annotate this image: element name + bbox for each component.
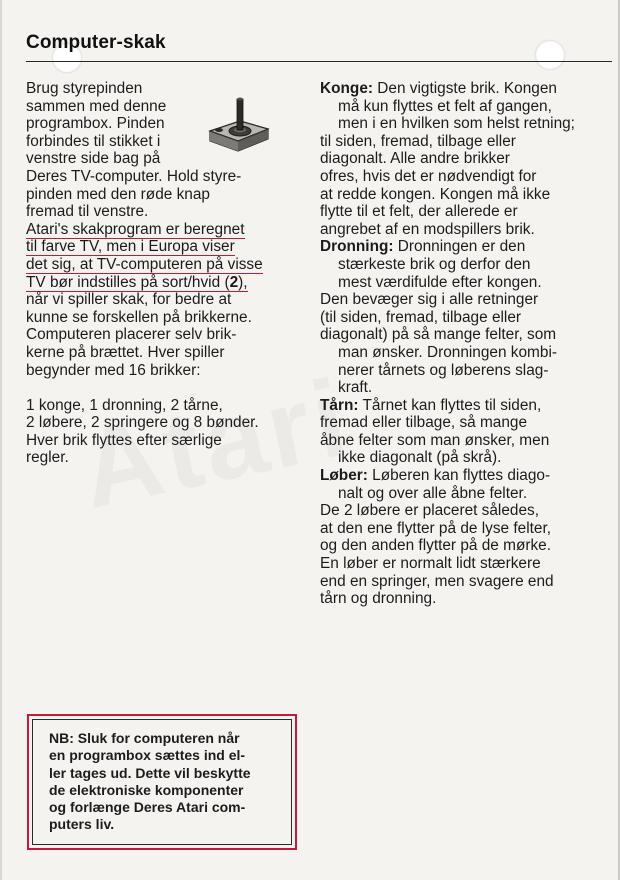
taarn-body-end	[320, 449, 605, 467]
loeber-line: at den ene flytter på de lyse felter,	[320, 519, 552, 537]
dronning-line: kraft.	[338, 379, 373, 397]
loeber-line: nalt og over alle åbne felter.	[338, 484, 528, 502]
konge-label: Konge:	[320, 80, 374, 97]
intro-line: venstre side bag på	[26, 150, 161, 168]
konge-line: til siden, fremad, tilbage eller	[320, 132, 516, 150]
dronning-body-end	[320, 344, 605, 397]
konge-heading-line: Konge: Den vigtigste brik. Kongen	[320, 80, 557, 97]
konge-line: flytte til et felt, der allerede er	[320, 203, 518, 221]
notice-box	[27, 714, 297, 850]
highlight-line: Atari's skakprogram er beregnet	[26, 220, 245, 238]
konge-body	[320, 98, 605, 133]
dronning-label: Dronning:	[320, 238, 394, 256]
loeber-body	[320, 485, 605, 503]
konge-line: må kun flyttes et felt af gangen,	[338, 97, 552, 115]
taarn-line: ikke diagonalt (på skrå).	[338, 449, 502, 467]
loeber-line: tårn og dronning.	[320, 590, 437, 608]
intro-line: programbox. Pinden	[26, 115, 165, 133]
title-rule	[26, 61, 612, 62]
body-line: begynder med 16 brikker:	[26, 361, 201, 379]
loeber-line: end en springer, men svagere end	[320, 572, 554, 590]
loeber-line: En løber er normalt lidt stærkere	[320, 555, 541, 573]
notice-line: de elektroniske komponenter	[49, 781, 244, 798]
taarn-line: fremad eller tilbage, så mange	[320, 414, 528, 432]
pieces-line: Hver brik flyttes efter særlige	[26, 431, 222, 449]
dronning-line: (til siden, fremad, tilbage eller	[320, 308, 522, 326]
body-line: kunne se forskellen på brikkerne.	[26, 308, 252, 326]
taarn-heading-line: Tårn: Tårnet kan flyttes til siden,	[320, 396, 542, 414]
notice-line: en programbox sættes ind el-	[49, 747, 246, 764]
dronning-heading-line: Dronning: Dronningen er den	[320, 238, 526, 256]
pieces-line: 1 konge, 1 dronning, 2 tårne,	[26, 396, 223, 414]
pieces-line: 2 løbere, 2 springere og 8 bønder.	[26, 414, 259, 432]
dronning-line: Den bevæger sig i alle retninger	[320, 291, 539, 309]
intro-line: fremad til venstre.	[26, 203, 149, 221]
dronning-line: diagonalt) på så mange felter, som	[320, 326, 557, 344]
highlight-line: til farve TV, men i Europa viser	[26, 238, 235, 256]
intro-line: forbindes til stikket i	[26, 132, 161, 150]
page-title: Computer-skak	[26, 32, 166, 53]
notice-inner	[32, 719, 292, 845]
intro-line: pinden med den røde knap	[26, 185, 210, 203]
body-line: Computeren placerer selv brik-	[26, 326, 237, 344]
loeber-line: og den anden flytter på de mørke.	[320, 537, 551, 555]
konge-line: ofres, hvis det er nødvendigt for	[320, 167, 537, 185]
intro-paragraph	[26, 80, 198, 168]
dronning-body	[320, 256, 605, 291]
konge-line: men i en hvilken som helst retning;	[338, 115, 575, 133]
dronning-line: man ønsker. Dronningen kombi-	[338, 343, 557, 361]
right-column	[320, 80, 605, 608]
loeber-line: De 2 løbere er placeret således,	[320, 502, 540, 520]
binder-hole-right	[535, 40, 565, 70]
highlight-line: det sig, at TV-computeren på visse	[26, 255, 263, 273]
intro-line: Brug styrepinden	[26, 80, 143, 97]
konge-line: at redde kongen. Kongen må ikke	[320, 185, 551, 203]
intro-line: sammen med denne	[26, 97, 167, 115]
notice-line: NB: Sluk for computeren når	[49, 730, 240, 746]
konge-line: diagonalt. Alle andre brikker	[320, 150, 510, 168]
loeber-heading-line: Løber: Løberen kan flyttes diago-	[320, 467, 551, 485]
dronning-line: stærkeste brik og derfor den	[338, 255, 531, 273]
body-line: kerne på brættet. Hver spiller	[26, 343, 225, 361]
loeber-label: Løber:	[320, 467, 368, 485]
taarn-line: åbne felter som man ønsker, men	[320, 431, 550, 449]
highlight-line: TV bør indstilles på sort/hvid (2),	[26, 273, 248, 291]
pieces-line: regler.	[26, 449, 69, 467]
notice-line: ler tages ud. Dette vil beskytte	[49, 764, 251, 781]
taarn-label: Tårn:	[320, 396, 359, 414]
dronning-line: mest værdifulde efter kongen.	[338, 273, 542, 291]
notice-line: puters liv.	[49, 816, 115, 833]
body-line: når vi spiller skak, for bedre at	[26, 291, 232, 309]
notice-line: og forlænge Deres Atari com-	[49, 799, 246, 816]
dronning-line: nerer tårnets og løberens slag-	[338, 361, 549, 379]
konge-line: angrebet af en modspillers brik.	[320, 220, 535, 238]
left-column	[26, 80, 301, 467]
intro-line: Deres TV-computer. Hold styre-	[26, 167, 242, 185]
